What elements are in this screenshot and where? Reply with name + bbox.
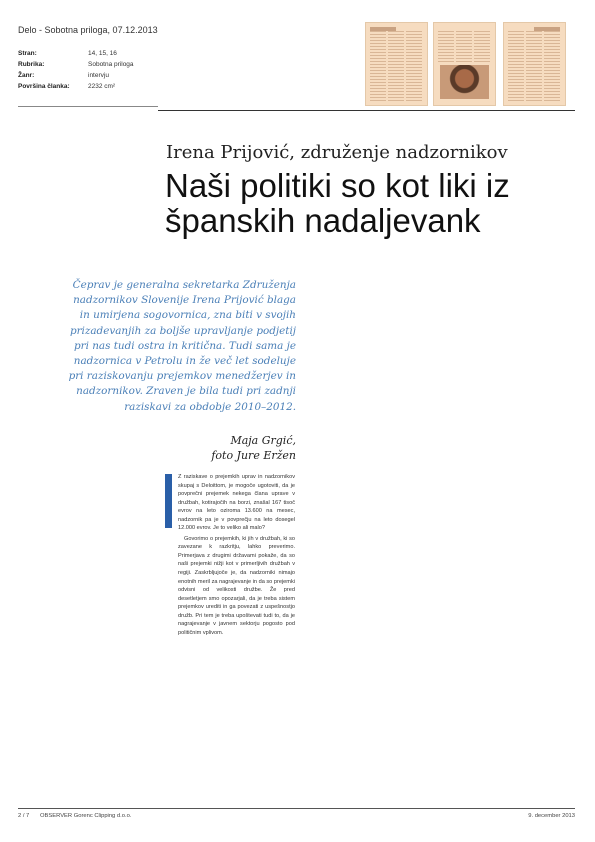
header-divider-right (158, 110, 575, 111)
article-byline (130, 433, 296, 463)
portrait-photo-thumb (440, 65, 489, 99)
meta-row-section (18, 59, 134, 70)
article-metadata (18, 48, 134, 92)
meta-row-page (18, 48, 134, 59)
document-source-title: Delo - Sobotna priloga, 07.12.2013 (18, 25, 158, 35)
article-kicker: Irena Prijović, združenje nadzornikov (166, 142, 508, 163)
meta-label: Stran: (18, 50, 37, 57)
meta-row-genre (18, 70, 134, 81)
meta-row-area (18, 81, 134, 92)
meta-value: Sobotna priloga (88, 61, 134, 68)
article-body (178, 473, 295, 637)
page-thumbnail-1[interactable] (365, 22, 428, 106)
body-paragraph: Z raziskave o prejemkih uprav in nadzornikov skupaj s Deloittom, je mogoče ugotoviti, da je povprečni prejemek nekega člana uprave v družbah, kotirajočih na borzi, znašal 167 tisoč evrov na leto oziroma 13.600 na mesec, nadzornik pa je v povprečju na leto dosegel 12.000 evrov. Je to veliko ali malo? (178, 474, 295, 532)
meta-value: 2232 cm² (88, 83, 116, 90)
page-number: 2 / 7 (18, 813, 30, 819)
meta-label: Rubrika: (18, 61, 45, 68)
meta-label: Površina članka: (18, 83, 70, 90)
byline-photo-credit: foto Jure Eržen (211, 449, 296, 462)
question-marker-bar (165, 474, 172, 528)
article-headline: Naši politiki so kot liki iz španskih nadaljevank (165, 167, 510, 239)
byline-author: Maja Grgić, (230, 434, 296, 447)
footer-date: 9. december 2013 (528, 813, 575, 819)
header-divider-left (18, 106, 158, 107)
meta-value: 14, 15, 16 (88, 50, 117, 57)
meta-label: Žanr: (18, 72, 35, 79)
footer-divider (18, 808, 575, 809)
body-paragraph: Govorimo o prejemkih, ki jih v družbah, ki so zavezane k razkritju, lahko preverimo. Primerjava z drugimi državami pokaže, da so naši prejemki nižji kot v primerljivih družbah v regiji. Zaskrbljujoče je, da nadzorniki nimajo enotnih meril za nagrajevanje in da so prejemki odvisni od velikosti družbe. Že pred desetletjem smo opozarjali, da je treba sistem prejemkov urediti in ga povezati z uspešnostjo družb. Pri tem je treba upoštevati tudi to, da je nagrajevanje v javnem sektorju pogosto pod političnim vplivom. (178, 535, 295, 636)
page-thumbnail-2[interactable] (433, 22, 496, 106)
article-lead: Čeprav je generalna sekretarka Združenja nadzornikov Slovenije Irena Prijović blaga in umirjena sogovornica, zna biti v svojih prizadevanjih za boljše upravljanje podjetij pri nas tudi ostra in kritična. Tudi sama je nadzornica v Petrolu in že več let sodeluje pri raziskovanju prejemkov menedžerjev in nadzornikov. Zraven je bila tudi pri zadnji raziskavi za obdobje 2010–2012. (68, 279, 296, 413)
meta-value: intervju (88, 72, 109, 79)
page-thumbnail-3[interactable] (503, 22, 566, 106)
clipping-company: OBSERVER Gorenc Clipping d.o.o. (40, 813, 132, 819)
